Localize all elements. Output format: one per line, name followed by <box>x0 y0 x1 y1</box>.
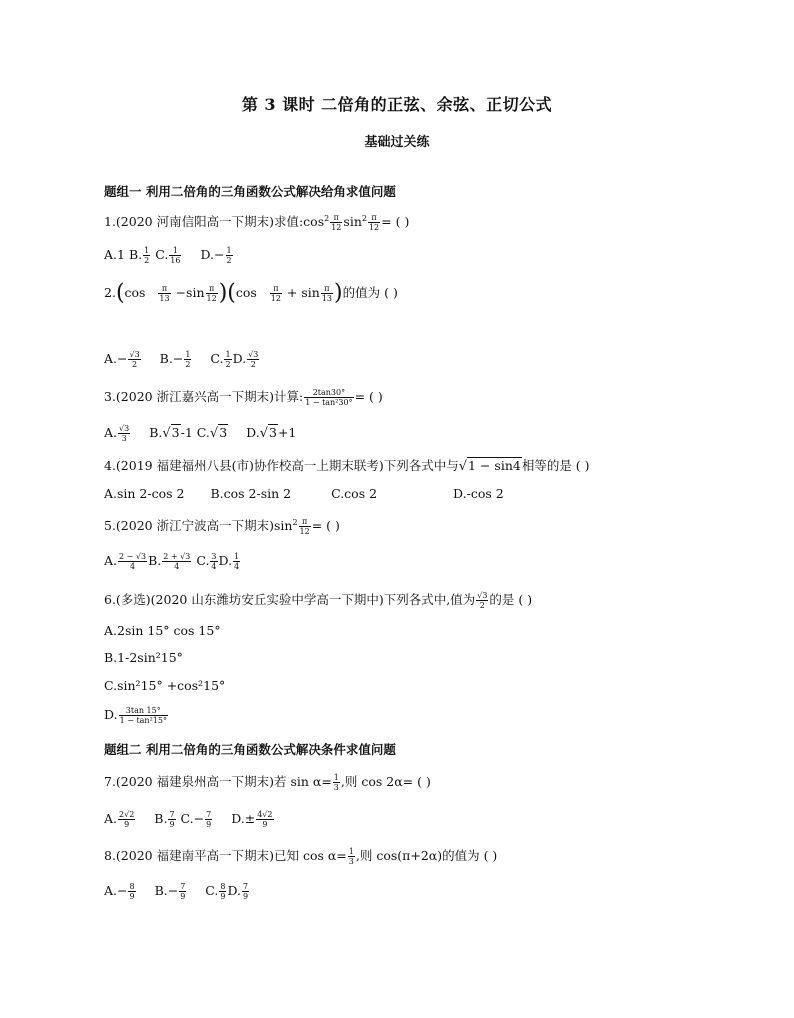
group-heading-2: 题组二 利用二倍角的三角函数公式解决条件求值问题 <box>104 742 396 757</box>
q8-option-c-den: 9 <box>220 892 226 901</box>
q3-option-c-rad: 3 <box>219 425 228 440</box>
q7-option-d-label: D.± <box>231 811 256 826</box>
q2-option-a-num: √3 <box>129 350 140 359</box>
q5-prefix: 5.(2020 浙江宁波高一下期末)sin <box>104 518 293 533</box>
q2-frac-1-num: π <box>158 284 170 294</box>
q8-prefix: 8.(2020 福建南平高一下期末)已知 cos α= <box>104 848 347 863</box>
q2-frac-3-den: 12 <box>270 294 281 303</box>
q7-option-c-label: C.− <box>180 811 205 826</box>
q7-frac <box>333 773 340 792</box>
q1-frac-1-num: π <box>330 213 342 223</box>
q6-option-d-den: 1 − tan²15° <box>119 716 167 725</box>
q8-option-b-frac <box>179 882 186 901</box>
question-6 <box>104 590 532 610</box>
q2-option-a-label: A.− <box>104 351 128 366</box>
q7-option-c-den: 9 <box>206 820 212 829</box>
q7-option-c-frac <box>205 810 212 829</box>
q7-option-d-num: 4√2 <box>257 810 273 819</box>
q1-option-d-num: 1 <box>226 246 232 255</box>
q1-option-b-frac <box>143 246 150 265</box>
q3-option-b-tail: -1 <box>180 425 193 440</box>
q8-option-b-num: 7 <box>180 882 186 891</box>
q7-option-d-den: 9 <box>262 820 268 829</box>
q6-option-c: C.sin²15° +cos²15° <box>104 678 226 693</box>
q8-option-a-frac <box>128 882 135 901</box>
q8-option-a-num: 8 <box>129 882 135 891</box>
q3-option-a-rad: 3 <box>124 424 130 433</box>
q5-suffix: = ( ) <box>311 518 340 533</box>
q5-option-c-num: 3 <box>211 552 217 561</box>
q3-option-a-num: √3 <box>119 424 130 433</box>
q3-option-c-sqrt: √3 <box>209 425 228 441</box>
q3-frac-num: 2tan30° <box>304 388 353 398</box>
q2-option-d-den: 2 <box>250 360 256 369</box>
q1-frac-2-num: π <box>368 213 380 223</box>
q1-option-b-num: 1 <box>144 246 150 255</box>
q8-option-b-label: B.− <box>154 883 179 898</box>
q2-frac-4-num: π <box>321 284 333 294</box>
q6-option-a: A.2sin 15° cos 15° <box>104 623 221 638</box>
q2-option-a-frac <box>128 350 140 369</box>
q6-option-b: B.1-2sin²15° <box>104 650 183 665</box>
q2-frac-4 <box>321 284 333 303</box>
q2-cos-2: cos <box>235 285 257 300</box>
q2-minus-sin: −sin <box>175 285 205 300</box>
q6-frac <box>476 591 488 610</box>
q7-option-a-label: A. <box>104 811 118 826</box>
question-3 <box>104 387 383 407</box>
q1-option-d-frac <box>226 246 233 265</box>
q8-option-a-den: 9 <box>129 892 135 901</box>
q3-option-d-tail: +1 <box>277 425 297 440</box>
q8-option-d-label: D. <box>227 883 242 898</box>
q3-option-a-frac <box>118 424 130 443</box>
q8-option-c-frac <box>219 882 226 901</box>
q4-suffix: 相等的是 ( ) <box>521 458 590 473</box>
q3-frac-den: 1 − tan²30° <box>305 398 353 407</box>
q1-option-c-num: 1 <box>169 246 181 256</box>
q8-options <box>104 882 250 901</box>
question-1 <box>104 212 409 232</box>
q2-option-c-frac <box>224 350 231 369</box>
q1-stem-prefix: 1.(2020 河南信阳高一下期末)求值:cos <box>104 214 325 229</box>
q2-frac-3 <box>270 284 282 303</box>
q8-option-d-frac <box>242 882 249 901</box>
q5-option-b-frac <box>162 552 191 571</box>
q3-option-d-sqrt: √3 <box>259 425 277 441</box>
q2-option-a-den: 2 <box>132 360 138 369</box>
q3-options <box>104 424 296 443</box>
q1-options <box>104 246 234 265</box>
q5-frac-num: π <box>299 517 311 527</box>
q8-option-a-label: A.− <box>104 883 128 898</box>
q1-option-b-label: B. <box>128 247 143 262</box>
q5-option-a-num: 2 − √3 <box>119 552 147 561</box>
q2-frac-2-num: π <box>206 284 218 294</box>
q2-option-b-num: 1 <box>185 350 191 359</box>
q8-option-d-den: 9 <box>243 892 249 901</box>
q2-plus-sin: + sin <box>286 285 320 300</box>
q4-option-b: B.cos 2-sin 2 <box>210 486 292 501</box>
q5-option-a-den: 4 <box>130 562 136 571</box>
q5-option-b-num: 2 + √3 <box>163 552 191 561</box>
page-subtitle: 基础过关练 <box>364 135 430 150</box>
q6-option-d-frac <box>119 706 168 725</box>
q1-option-c-den: 16 <box>170 256 181 265</box>
q3-option-d-label: D. <box>246 425 260 440</box>
q5-frac-den: 12 <box>299 527 310 536</box>
q2-option-d-frac <box>247 350 259 369</box>
q3-frac <box>304 388 353 407</box>
q4-options <box>104 486 504 501</box>
q5-frac <box>299 517 311 536</box>
q2-option-c-label: C. <box>210 351 224 366</box>
question-4 <box>104 456 590 474</box>
q7-option-c-num: 7 <box>206 810 212 819</box>
q2-frac-1 <box>158 284 170 303</box>
q2-suffix: 的值为 ( ) <box>342 285 398 300</box>
q7-frac-den: 3 <box>333 783 339 792</box>
q6-frac-den: 2 <box>479 601 485 610</box>
q1-option-b-den: 2 <box>144 256 150 265</box>
q3-option-b-sqrt: √3 <box>162 425 180 441</box>
q4-option-d: D.-cos 2 <box>453 486 504 501</box>
q5-option-c-den: 4 <box>211 562 217 571</box>
q3-option-b-rad: 3 <box>171 425 180 440</box>
q5-options <box>104 552 241 571</box>
q2-frac-4-den: 13 <box>321 294 333 303</box>
q8-frac-den: 3 <box>348 857 354 866</box>
q2-frac-2-den: 12 <box>206 294 217 303</box>
q2-option-b-label: B.− <box>159 351 184 366</box>
q2-option-b-den: 2 <box>185 360 191 369</box>
q5-option-a-frac <box>118 552 147 571</box>
q4-prefix: 4.(2019 福建福州八县(市)协作校高一上期末联考)下列各式中与 <box>104 458 459 473</box>
q8-option-c-label: C. <box>205 883 219 898</box>
q4-option-c: C.cos 2 <box>331 486 378 501</box>
q5-option-c-label: C. <box>196 553 210 568</box>
q6-option-d <box>104 706 169 725</box>
q7-option-b-label: B. <box>154 811 168 826</box>
q1-option-d-label: D.− <box>200 247 225 262</box>
q7-prefix: 7.(2020 福建泉州高一下期末)若 sin α= <box>104 774 332 789</box>
q3-suffix: = ( ) <box>354 389 383 404</box>
q7-option-a-den: 9 <box>124 820 130 829</box>
question-7 <box>104 772 431 792</box>
q2-number: 2. <box>104 285 116 300</box>
q4-radicand: 1 − sin4 <box>468 458 521 473</box>
q5-option-d-den: 4 <box>234 562 240 571</box>
q1-sup-1: 2 <box>324 213 330 223</box>
page-title: 第 3 课时 二倍角的正弦、余弦、正切公式 <box>241 95 553 114</box>
q5-option-b-label: B. <box>148 553 162 568</box>
q8-frac <box>348 847 355 866</box>
q1-option-d-den: 2 <box>226 256 232 265</box>
q2-option-c-den: 2 <box>225 360 231 369</box>
q3-option-a-label: A. <box>104 425 118 440</box>
q8-suffix: ,则 cos(π+2α)的值为 ( ) <box>355 848 498 863</box>
q2-option-b-frac <box>184 350 191 369</box>
q1-option-a: A.1 <box>104 247 125 262</box>
q5-option-c-frac <box>210 552 217 571</box>
q7-option-b-num: 7 <box>169 810 175 819</box>
q1-option-c-frac <box>169 246 181 265</box>
question-8 <box>104 846 497 866</box>
q1-frac-1 <box>330 213 342 232</box>
question-2: 2.(cos $\frac{\pi}{13}$ −sin $\frac{\pi}{12}$ )(cos $\frac{\pi}{12}$ + sin $\frac{\pi}{13}$ )的值为 ( ) <box>104 280 398 306</box>
q7-suffix: ,则 cos 2α= ( ) <box>340 774 431 789</box>
q5-option-a-label: A. <box>104 553 118 568</box>
q6-option-d-label: D. <box>104 707 118 722</box>
q1-stem-suffix: = ( ) <box>381 214 410 229</box>
q2-frac-2 <box>206 284 218 303</box>
q7-option-d-frac <box>256 810 273 829</box>
q7-options <box>104 810 275 829</box>
q1-option-c-label: C. <box>155 247 169 262</box>
q4-option-a: A.sin 2-cos 2 <box>104 486 185 501</box>
q2-option-d-label: D. <box>232 351 247 366</box>
q7-option-a-frac <box>118 810 135 829</box>
q1-mid: sin <box>343 214 362 229</box>
q2-options <box>104 350 260 369</box>
q1-frac-2-den: 12 <box>368 223 380 232</box>
q3-option-a-den: 3 <box>121 434 127 443</box>
q2-frac-3-num: π <box>270 284 282 294</box>
q8-frac-num: 1 <box>348 847 354 856</box>
q5-sup: 2 <box>292 517 298 527</box>
q5-option-d-frac <box>233 552 240 571</box>
q7-frac-num: 1 <box>333 773 339 782</box>
q5-option-d-label: D. <box>218 553 233 568</box>
q1-frac-2 <box>368 213 380 232</box>
q3-prefix: 3.(2020 浙江嘉兴高一下期末)计算: <box>104 389 304 404</box>
q3-option-d-rad: 3 <box>268 425 277 440</box>
q7-option-b-den: 9 <box>169 820 175 829</box>
q2-option-d-num: √3 <box>248 350 259 359</box>
q4-sqrt: √1 − sin4 <box>458 458 521 474</box>
q3-option-c-label: C. <box>196 425 210 440</box>
q5-option-b-den: 4 <box>174 562 180 571</box>
q8-option-c-num: 8 <box>220 882 226 891</box>
q8-option-d-num: 7 <box>243 882 249 891</box>
q6-frac-rad: 3 <box>482 591 488 600</box>
q2-option-a-rad: 3 <box>134 350 140 359</box>
q1-frac-1-den: 12 <box>331 223 342 232</box>
q2-option-c-num: 1 <box>225 350 231 359</box>
q1-sup-2: 2 <box>361 213 367 223</box>
q6-prefix: 6.(多选)(2020 山东潍坊安丘实验中学高一下期中)下列各式中,值为 <box>104 592 476 607</box>
question-5 <box>104 516 340 536</box>
q2-option-d-rad: 3 <box>253 350 259 359</box>
q6-suffix: 的是 ( ) <box>489 592 533 607</box>
q6-option-d-num: 3tan 15° <box>119 706 168 716</box>
q6-frac-num: √3 <box>477 591 488 600</box>
q7-option-a-num: 2√2 <box>119 810 135 819</box>
group-heading-1: 题组一 利用二倍角的三角函数公式解决给角求值问题 <box>104 184 396 199</box>
q2-frac-1-den: 13 <box>159 294 170 303</box>
q3-option-b-label: B. <box>149 425 163 440</box>
q5-option-d-num: 1 <box>234 552 240 561</box>
q8-option-b-den: 9 <box>180 892 186 901</box>
q2-cos-1: cos <box>124 285 146 300</box>
q7-option-b-frac <box>168 810 175 829</box>
